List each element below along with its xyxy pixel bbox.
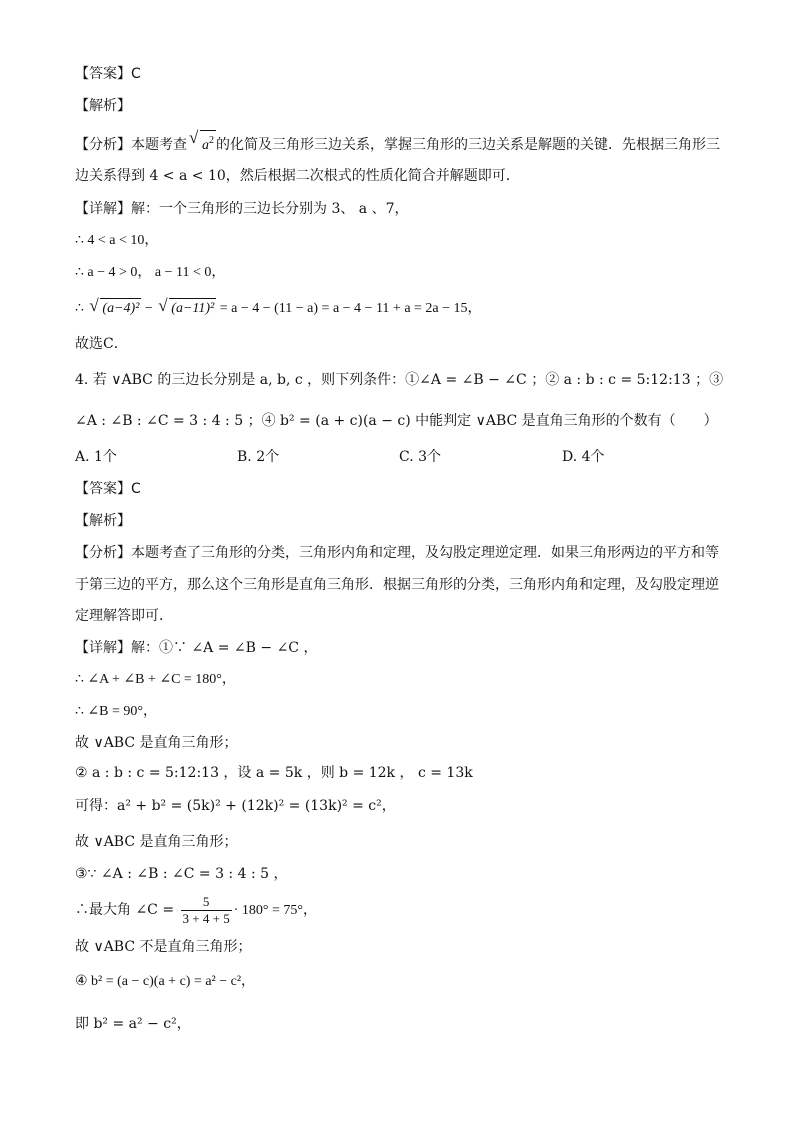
detail2-line-8: ③∵ ∠A : ∠B : ∠C = 3 : 4 : 5 ， — [75, 866, 288, 882]
detail2-line-7: 故 ∨ABC 是直角三角形； — [75, 834, 238, 850]
question-4-line-2: ∠A : ∠B : ∠C = 3 : 4 : 5 ；④ b² = (a + c)(a − c) 中能判定 ∨ABC 是直角三角形的个数有（ ） — [75, 413, 718, 429]
detail2-line-12: 即 b² = a² − c²， — [75, 1016, 191, 1032]
option-c: C. 3个 — [399, 449, 442, 465]
step-line-4: 故选C． — [75, 336, 128, 352]
step-line-2: ∴ a − 4 > 0， a − 11 < 0， — [75, 265, 226, 280]
analysis2-line-1: 【分析】本题考查了三角形的分类，三角形内角和定理，及勾股定理逆定理．如果三角形两边的平方和等 — [75, 545, 719, 561]
sqrt-expr-1: √ (a−4)² — [89, 298, 141, 319]
step-line-3: ∴ √ (a−4)² − √ (a−11)² = a − 4 − (11 − a) = a − 4 − 11 + a = 2a − 15， — [75, 298, 482, 319]
detail2-line-6: 可得：a² + b² = (5k)² + (12k)² = (13k)² = c²， — [75, 798, 396, 814]
detail-line-1: 【详解】解：一个三角形的三边长分别为 3、 a 、7， — [75, 201, 409, 217]
analysis-line-2: 边关系得到 4 < a < 10，然后根据二次根式的性质化简合并解题即可． — [75, 168, 520, 184]
detail2-line-9: ∴最大角 ∠C = $\frac{5}{3 + 4 + 5}$ · 180° = 75°， — [75, 893, 317, 926]
detail2-line-2: ∴ ∠A + ∠B + ∠C = 180°， — [75, 672, 236, 687]
analysis-text-a: 【分析】本题考查 — [75, 137, 187, 153]
detail2-line-11: ④ b² = (a − c)(a + c) = a² − c²， — [75, 974, 256, 989]
analysis2-line-3: 定理解答即可． — [75, 608, 173, 624]
detail2-line-10: 故 ∨ABC 不是直角三角形； — [75, 939, 252, 955]
analysis-label-1: 【解析】 — [75, 98, 131, 114]
option-b: B. 2个 — [237, 449, 280, 465]
question-4-line-1: 4. 若 ∨ABC 的三边长分别是 a, b, c ，则下列条件：①∠A = ∠B − ∠C ；② a : b : c = 5:12:13 ；③ — [75, 372, 724, 388]
answer-label-1: 【答案】C — [75, 66, 141, 82]
fraction: $\frac{5}{3 + 4 + 5}$ — [182, 893, 230, 926]
option-a: A. 1个 — [75, 449, 117, 465]
analysis2-line-2: 于第三边的平方，那么这个三角形是直角三角形．根据三角形的分类，三角形内角和定理，及勾股定理逆 — [75, 577, 719, 593]
sqrt-a-squared: √ $a^2$ — [189, 130, 216, 156]
detail2-line-5: ② a : b : c = 5:12:13 ，设 a = 5k ，则 b = 12k ， c = 13k — [75, 765, 473, 781]
answer-label-2: 【答案】C — [75, 481, 141, 497]
detail2-line-1: 【详解】解：①∵ ∠A = ∠B − ∠C ， — [75, 640, 318, 656]
detail2-line-4: 故 ∨ABC 是直角三角形； — [75, 735, 238, 751]
analysis-text-b: 的化简及三角形三边关系，掌握三角形的三边关系是解题的关键．先根据三角形三 — [216, 137, 720, 153]
sqrt-expr-2: √ (a−11)² — [158, 298, 216, 319]
analysis-label-2: 【解析】 — [75, 513, 131, 529]
option-d: D. 4个 — [562, 449, 605, 465]
step-line-1: ∴ 4 < a < 10， — [75, 233, 159, 248]
analysis-line-1 — [75, 130, 720, 156]
detail2-line-3: ∴ ∠B = 90°， — [75, 704, 157, 719]
